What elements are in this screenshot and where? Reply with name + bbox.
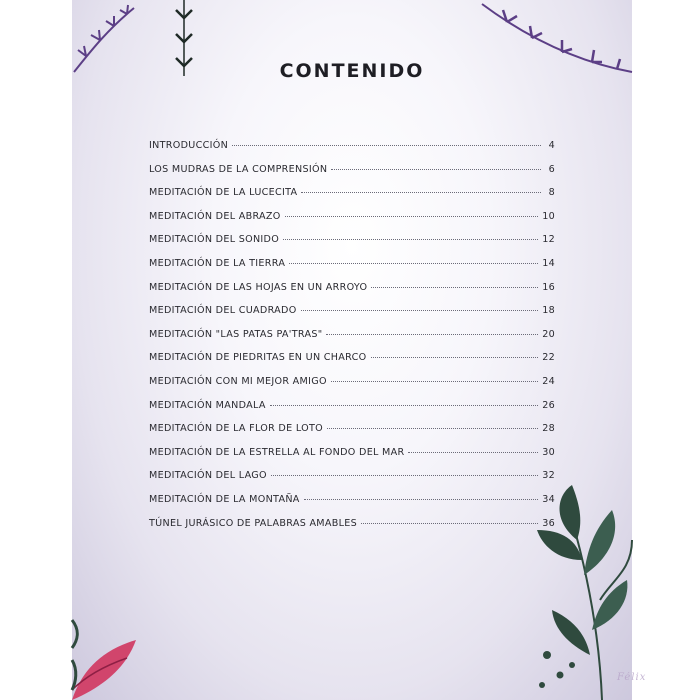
toc-leader-dots — [361, 523, 538, 524]
toc-entry — [149, 518, 555, 542]
toc-entry-title: TÚNEL JURÁSICO DE PALABRAS AMABLES — [149, 517, 358, 529]
table-of-contents — [149, 140, 555, 541]
toc-entry-page: 32 — [542, 470, 555, 482]
page-title: CONTENIDO — [279, 60, 425, 82]
toc-leader-dots — [285, 216, 539, 217]
toc-entry — [149, 423, 555, 447]
toc-leader-dots — [408, 452, 538, 453]
toc-entry-title: MEDITACIÓN DE PIEDRITAS EN UN CHARCO — [149, 352, 367, 364]
toc-entry — [149, 305, 555, 329]
toc-entry-title: MEDITACIÓN DE LA FLOR DE LOTO — [149, 423, 323, 435]
toc-entry-title: MEDITACIÓN "LAS PATAS PA'TRAS" — [149, 328, 323, 340]
toc-entry-page: 24 — [542, 375, 555, 387]
toc-leader-dots — [331, 169, 541, 170]
toc-entry-page: 4 — [548, 140, 555, 151]
toc-entry-page: 30 — [542, 446, 555, 458]
toc-leader-dots — [301, 310, 539, 311]
toc-entry — [149, 447, 555, 471]
toc-entry — [149, 234, 555, 258]
toc-leader-dots — [232, 145, 541, 146]
book-page — [72, 0, 647, 700]
toc-leader-dots — [326, 334, 538, 335]
toc-entry-title: MEDITACIÓN DEL CUADRADO — [149, 305, 297, 317]
toc-entry — [149, 211, 555, 235]
toc-entry — [149, 282, 555, 306]
toc-leader-dots — [271, 475, 538, 476]
toc-entry-title: LOS MUDRAS DE LA COMPRENSIÓN — [149, 163, 328, 175]
toc-entry-title: MEDITACIÓN DEL ABRAZO — [149, 210, 281, 222]
toc-entry — [149, 329, 555, 353]
toc-entry-title: MEDITACIÓN DE LAS HOJAS EN UN ARROYO — [149, 281, 368, 293]
watermark: Félix — [617, 672, 647, 683]
toc-entry-title: MEDITACIÓN DE LA LUCECITA — [149, 187, 298, 199]
toc-entry-page: 14 — [542, 257, 555, 269]
toc-entry — [149, 400, 555, 424]
toc-entry-page: 8 — [548, 187, 555, 199]
toc-entry-title: MEDITACIÓN DEL LAGO — [149, 470, 267, 482]
toc-entry — [149, 187, 555, 211]
toc-entry — [149, 164, 555, 188]
toc-entry-title: MEDITACIÓN DE LA ESTRELLA AL FONDO DEL MAR — [149, 446, 405, 458]
toc-entry-page: 36 — [542, 517, 555, 529]
toc-leader-dots — [371, 357, 539, 358]
toc-entry-title: MEDITACIÓN DEL SONIDO — [149, 234, 280, 246]
toc-entry-page: 28 — [542, 423, 555, 435]
toc-leader-dots — [371, 287, 538, 288]
toc-leader-dots — [270, 405, 538, 406]
toc-leader-dots — [304, 499, 539, 500]
toc-entry — [149, 140, 555, 164]
toc-entry-title: MEDITACIÓN CON MI MEJOR AMIGO — [149, 375, 327, 387]
toc-entry-page: 22 — [542, 352, 555, 364]
toc-leader-dots — [327, 428, 538, 429]
toc-entry-page: 26 — [542, 399, 555, 411]
toc-entry-page: 10 — [542, 210, 555, 222]
toc-entry-page: 34 — [542, 493, 555, 505]
toc-leader-dots — [301, 192, 541, 193]
toc-entry — [149, 258, 555, 282]
flower-bottom-left-icon — [72, 600, 152, 700]
toc-entry-page: 18 — [542, 305, 555, 317]
toc-entry-page: 20 — [542, 328, 555, 340]
toc-entry-title: MEDITACIÓN DE LA TIERRA — [149, 257, 286, 269]
toc-entry-page: 6 — [548, 163, 555, 175]
toc-entry — [149, 470, 555, 494]
toc-entry-title: MEDITACIÓN MANDALA — [149, 399, 266, 411]
toc-entry — [149, 494, 555, 518]
toc-entry — [149, 376, 555, 400]
toc-entry-page: 16 — [542, 281, 555, 293]
toc-entry — [149, 352, 555, 376]
toc-entry-page: 12 — [542, 234, 555, 246]
toc-leader-dots — [283, 239, 538, 240]
toc-leader-dots — [331, 381, 538, 382]
toc-leader-dots — [289, 263, 538, 264]
toc-entry-title: INTRODUCCIÓN — [149, 140, 229, 151]
toc-entry-title: MEDITACIÓN DE LA MONTAÑA — [149, 493, 300, 505]
